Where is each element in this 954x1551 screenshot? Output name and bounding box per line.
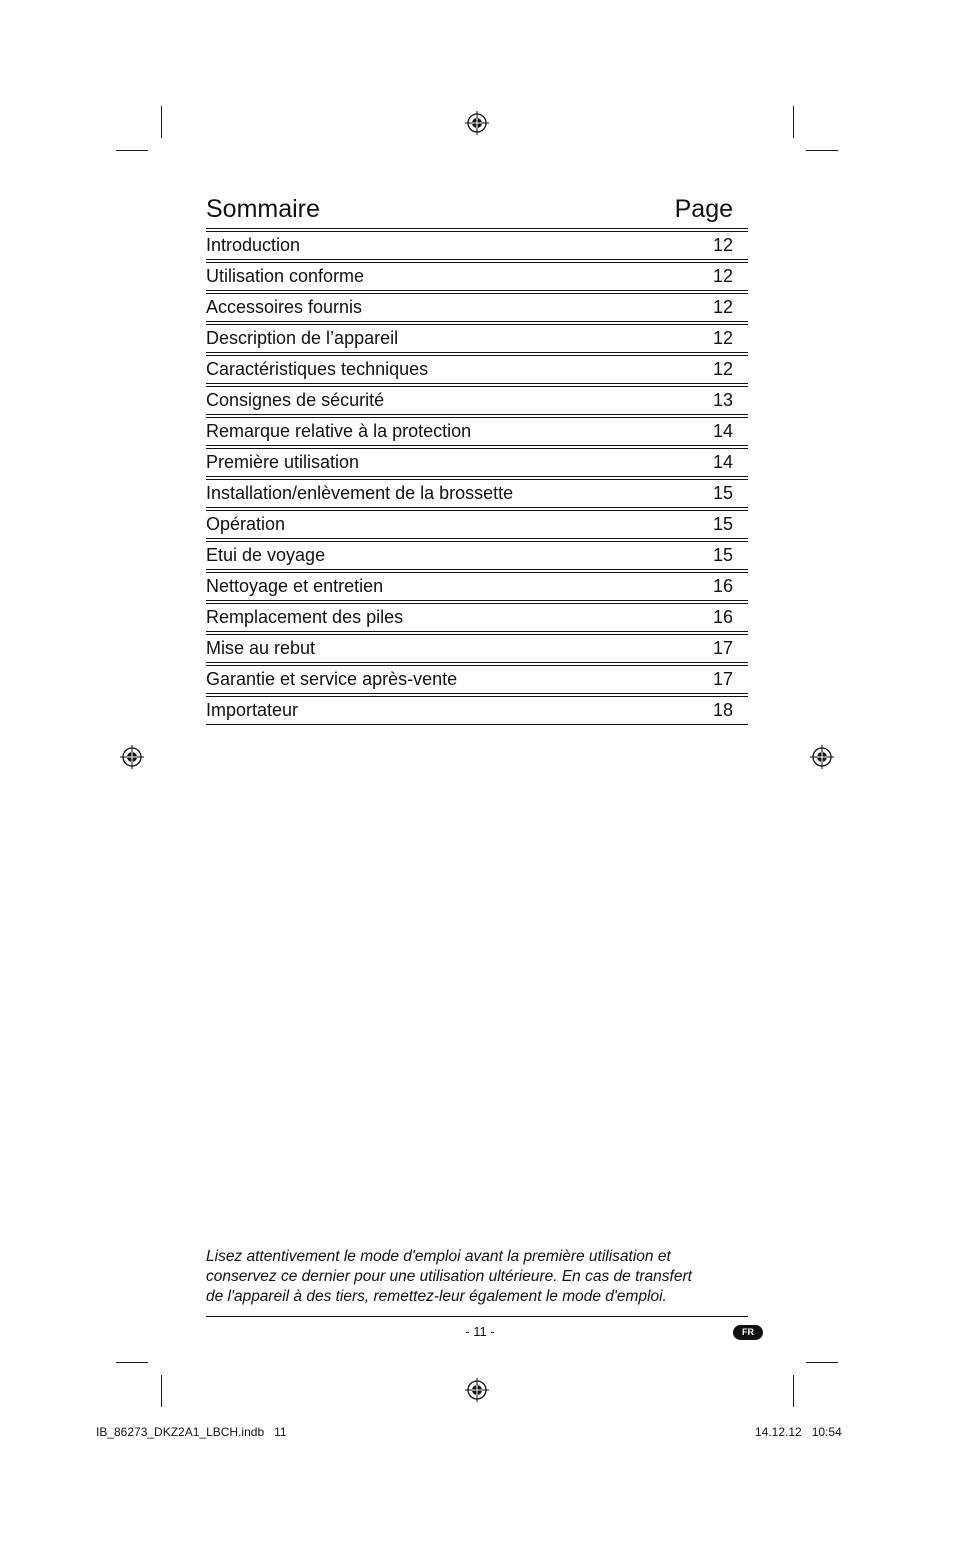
header-rule <box>206 228 748 229</box>
toc-entry-title: Mise au rebut <box>206 638 316 658</box>
toc-entry-page: 14 <box>712 421 733 441</box>
toc-entry-title: Etui de voyage <box>206 545 326 565</box>
footer-rule <box>206 1316 748 1317</box>
toc-entry-page: 13 <box>712 390 733 410</box>
toc-entry-title: Utilisation conforme <box>206 266 365 286</box>
registration-mark-icon <box>810 745 834 769</box>
crop-mark <box>116 150 148 151</box>
toc-entry-page: 15 <box>712 514 733 534</box>
crop-mark <box>161 1375 162 1407</box>
toc-entry <box>206 479 748 508</box>
toc-entry-page: 17 <box>712 669 733 689</box>
toc-entry-page: 17 <box>712 638 733 658</box>
registration-mark-icon <box>465 111 489 135</box>
toc-entry-page: 12 <box>712 328 733 348</box>
toc-entry <box>206 417 748 446</box>
toc-entry-page: 14 <box>712 452 733 472</box>
toc-entry <box>206 510 748 539</box>
toc-entry-page: 12 <box>712 266 733 286</box>
toc-entry <box>206 355 748 384</box>
crop-mark <box>806 150 838 151</box>
toc-entry <box>206 232 748 260</box>
toc-entry-title: Description de l’appareil <box>206 328 399 348</box>
toc-entry <box>206 665 748 694</box>
toc-entry <box>206 324 748 353</box>
toc-entry-page: 12 <box>712 359 733 379</box>
note-line: de l'appareil à des tiers, remettez-leur également le mode d'emploi. <box>206 1288 667 1305</box>
toc-entry <box>206 293 748 322</box>
toc-entry-title: Introduction <box>206 235 301 255</box>
toc-entry-title: Installation/enlèvement de la brossette <box>206 483 514 503</box>
print-slug-timestamp: 14.12.12 10:54 <box>755 1425 842 1439</box>
toc-entry-title: Opération <box>206 514 286 534</box>
toc-list <box>206 232 748 725</box>
toc-entry <box>206 262 748 291</box>
toc-entry-title: Remarque relative à la protection <box>206 421 472 441</box>
toc-entry-title: Accessoires fournis <box>206 297 363 317</box>
toc-entry-title: Importateur <box>206 700 299 720</box>
page-number: - 11 - <box>465 1324 495 1339</box>
toc-entry-title: Garantie et service après-vente <box>206 669 458 689</box>
toc-entry-page: 15 <box>712 483 733 503</box>
toc-entry-title: Nettoyage et entretien <box>206 576 384 596</box>
toc-entry-page: 16 <box>712 607 733 627</box>
note-line: Lisez attentivement le mode d'emploi avant la première utilisation et <box>206 1248 671 1265</box>
toc-header <box>206 192 748 226</box>
toc-entry <box>206 386 748 415</box>
crop-mark <box>806 1362 838 1363</box>
toc-entry <box>206 541 748 570</box>
toc-page-label: Page <box>674 195 733 223</box>
toc-entry-page: 15 <box>712 545 733 565</box>
crop-mark <box>161 106 162 138</box>
crop-mark <box>793 106 794 138</box>
toc-entry <box>206 572 748 601</box>
toc-entry-page: 12 <box>712 235 733 255</box>
language-badge: FR <box>733 1325 763 1340</box>
toc-title: Sommaire <box>206 195 320 223</box>
print-slug-file: IB_86273_DKZ2A1_LBCH.indb 11 <box>96 1425 287 1439</box>
crop-mark <box>793 1375 794 1407</box>
toc-entry-title: Remplacement des piles <box>206 607 404 627</box>
registration-mark-icon <box>465 1378 489 1402</box>
registration-mark-icon <box>120 745 144 769</box>
note-line: conservez ce dernier pour une utilisation ultérieure. En cas de transfert <box>206 1268 692 1285</box>
toc-entry-title: Consignes de sécurité <box>206 390 385 410</box>
toc-entry-page: 16 <box>712 576 733 596</box>
instruction-note <box>206 1247 746 1307</box>
toc-entry <box>206 696 748 725</box>
toc-entry-page: 18 <box>712 700 733 720</box>
toc-entry-title: Caractéristiques techniques <box>206 359 429 379</box>
toc-entry <box>206 634 748 663</box>
toc-entry-page: 12 <box>712 297 733 317</box>
toc-entry-title: Première utilisation <box>206 452 360 472</box>
toc-entry <box>206 448 748 477</box>
crop-mark <box>116 1362 148 1363</box>
toc-entry <box>206 603 748 632</box>
table-of-contents <box>206 192 748 725</box>
